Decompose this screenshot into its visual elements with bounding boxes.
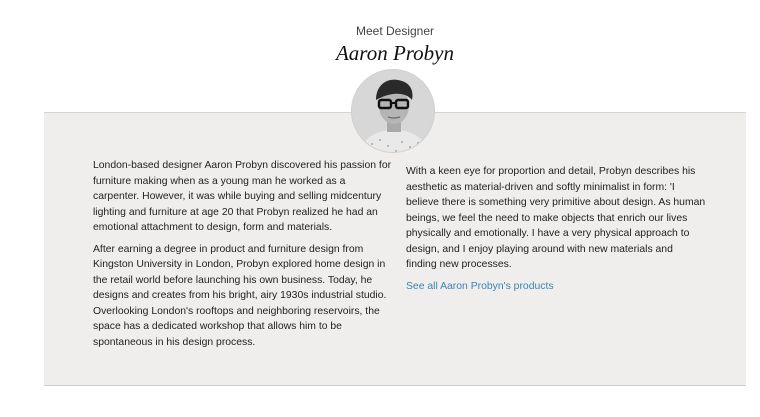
see-all-products-link[interactable]: See all Aaron Probyn's products <box>406 280 554 292</box>
bio-paragraph: London-based designer Aaron Probyn discovered his passion for furniture making when as a young man he worked as a carpenter. However, it was while buying and selling midcentury lighting and furniture at age 20 that Probyn realized he had an emotional attachment to design, form and materials. <box>93 160 392 233</box>
bio-paragraph: After earning a degree in product and furniture design from Kingston University in London, Probyn explored home design in the retail world before launching his own business. Today, he designs and creates from his bright, airy 1930s industrial studio. Overlooking London's rooftops and neighboring reservoirs, the space has a dedicated workshop that allows him to be spontaneous in his design process. <box>93 243 387 348</box>
designer-portrait-icon <box>352 70 435 153</box>
meet-designer-kicker: Meet Designer <box>355 24 435 38</box>
bio-paragraph: With a keen eye for proportion and detail, Probyn describes his aesthetic as material-driven and softly minimalist in form: 'I believe there is something very primitive about design. As human beings, we feel the need to make objects that enrich our lives physically and emotionally. I have a very physical approach to design, and I enjoy playing around with new materials and finding new processes. <box>406 166 706 270</box>
designer-name-heading: Aaron Probyn <box>335 41 454 65</box>
bio-left-column <box>93 158 393 356</box>
bio-right-column <box>406 164 706 294</box>
designer-portrait <box>351 69 435 153</box>
